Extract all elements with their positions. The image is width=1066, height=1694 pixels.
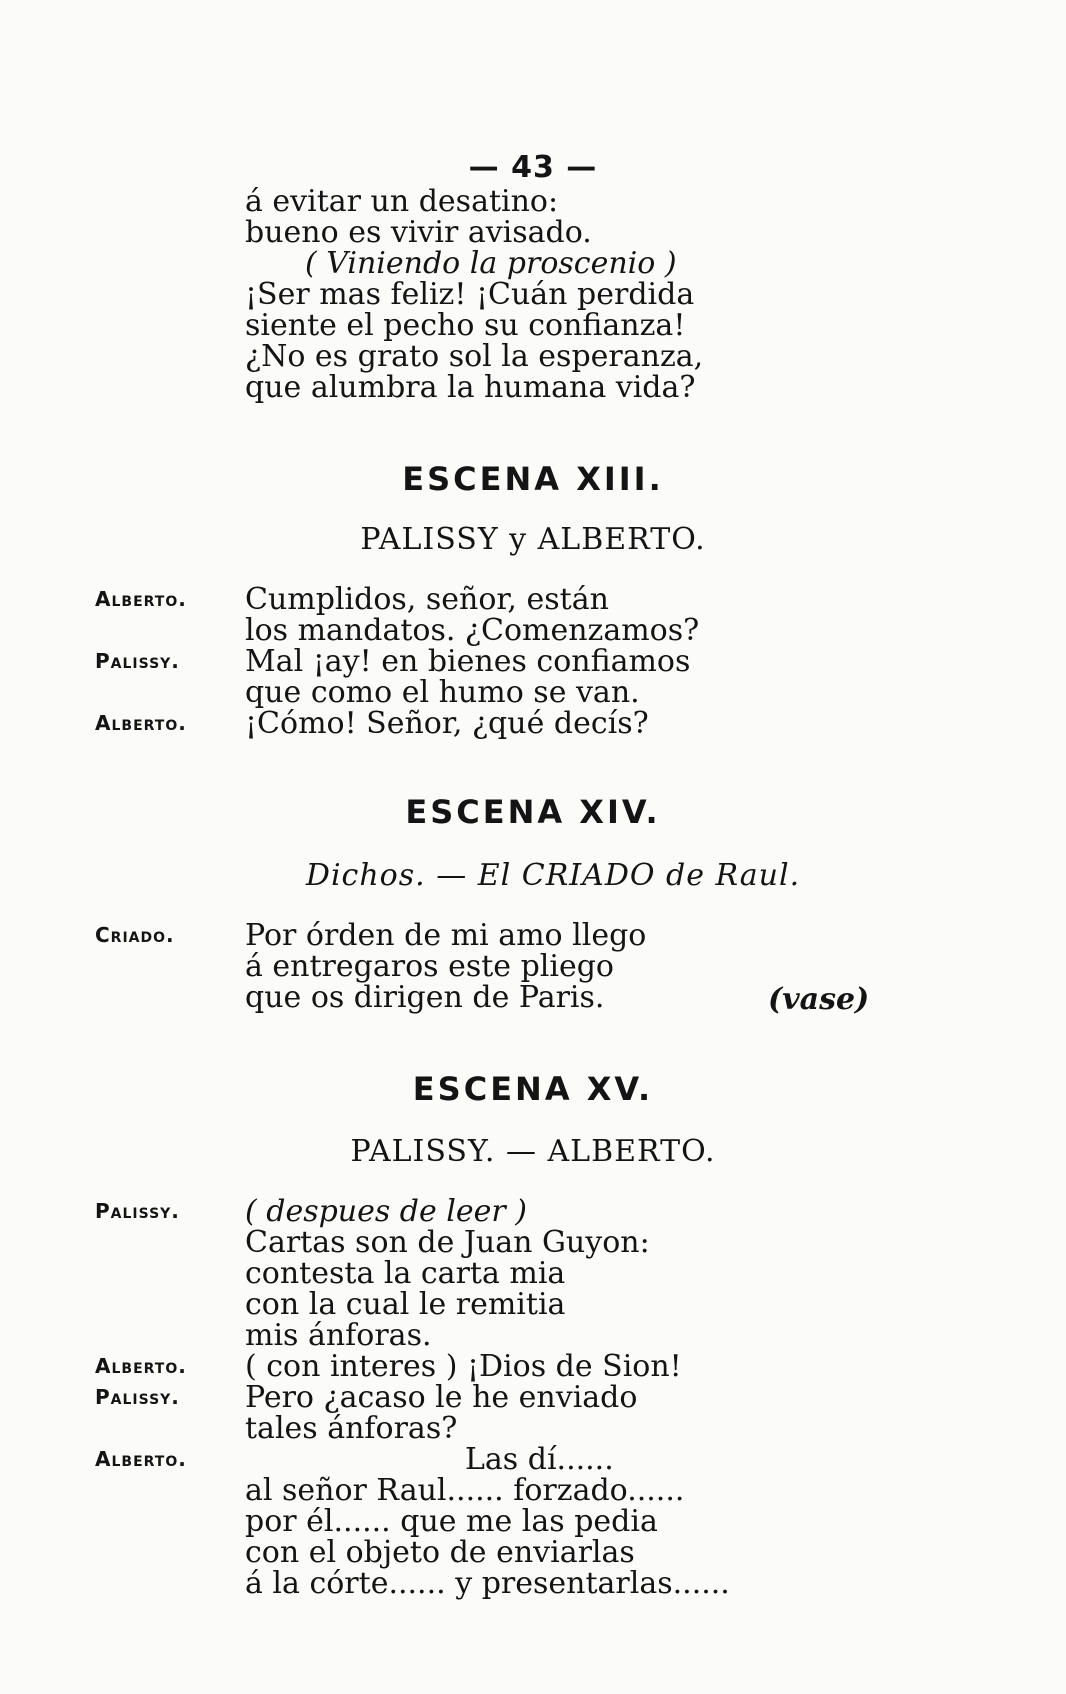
- speech: [95, 1444, 995, 1599]
- speech: [95, 1351, 995, 1382]
- scene-title: ESCENA XIII.: [402, 460, 664, 498]
- verse-line: contesta la carta mia: [245, 1256, 566, 1291]
- scene-cast: Dichos. — El CRIADO de Raul.: [305, 858, 801, 893]
- speech: [95, 646, 995, 708]
- verse-line: tales ánforas?: [245, 1411, 458, 1446]
- verse-line: ¡Cómo! Señor, ¿qué decís?: [245, 706, 649, 741]
- verse-line: bueno es vivir avisado.: [245, 215, 592, 250]
- verse-line: siente el pecho su confianza!: [245, 308, 686, 343]
- stage-direction: ( Viniendo la proscenio ): [305, 246, 677, 281]
- scene-13-dialogue: [95, 584, 995, 739]
- verse-line: Las dí......: [465, 1442, 614, 1477]
- verse-line: ( con interes ) ¡Dios de Sion!: [245, 1349, 682, 1384]
- verse-line: al señor Raul...... forzado......: [245, 1473, 685, 1508]
- verse-line: con la cual le remitia: [245, 1287, 566, 1322]
- verse-line: que os dirigen de Paris.: [245, 980, 605, 1015]
- verse-line: Cumplidos, señor, están: [245, 582, 609, 617]
- verse-line: con el objeto de enviarlas: [245, 1535, 635, 1570]
- speech: [95, 584, 995, 646]
- exit-direction: (vase): [768, 982, 870, 1017]
- verse-line: los mandatos. ¿Comenzamos?: [245, 613, 700, 648]
- verse-line: que alumbra la humana vida?: [245, 370, 696, 405]
- verse-line: á entregaros este pliego: [245, 949, 614, 984]
- speech: [95, 1196, 995, 1351]
- speaker-name: Palissy.: [95, 1385, 180, 1409]
- verse-line: Mal ¡ay! en bienes confiamos: [245, 644, 691, 679]
- verse-line: que como el humo se van.: [245, 675, 640, 710]
- speech: [95, 1382, 995, 1444]
- verse-line: mis ánforas.: [245, 1318, 432, 1353]
- scene-15-dialogue: [95, 1196, 995, 1599]
- speaker-name: Palissy.: [95, 1199, 180, 1223]
- verse-line: á evitar un desatino:: [245, 184, 559, 219]
- speaker-name: Criado.: [95, 923, 175, 947]
- speaker-name: Palissy.: [95, 649, 180, 673]
- speaker-name: Alberto.: [95, 1447, 187, 1471]
- speaker-name: Alberto.: [95, 711, 187, 735]
- scene-cast: PALISSY. — ALBERTO.: [350, 1134, 716, 1169]
- verse-line: Por órden de mi amo llego: [245, 918, 647, 953]
- page-number: — 43 —: [468, 150, 598, 185]
- stage-direction: ( despues de leer ): [245, 1194, 527, 1229]
- scene-title: ESCENA XV.: [412, 1070, 654, 1108]
- speaker-name: Alberto.: [95, 1354, 187, 1378]
- scene-title: ESCENA XIV.: [405, 793, 661, 831]
- verse-line: Cartas son de Juan Guyon:: [245, 1225, 650, 1260]
- verse-line: ¡Ser mas feliz! ¡Cuán perdida: [245, 277, 695, 312]
- verse-line: ¿No es grato sol la esperanza,: [245, 339, 704, 374]
- verse-line: Pero ¿acaso le he enviado: [245, 1380, 638, 1415]
- verse-line: á la córte...... y presentarlas......: [245, 1566, 730, 1601]
- intro-verses: [245, 186, 965, 403]
- scene-cast: PALISSY y ALBERTO.: [360, 522, 706, 557]
- speech: [95, 708, 995, 739]
- verse-line: por él...... que me las pedia: [245, 1504, 658, 1539]
- speaker-name: Alberto.: [95, 587, 187, 611]
